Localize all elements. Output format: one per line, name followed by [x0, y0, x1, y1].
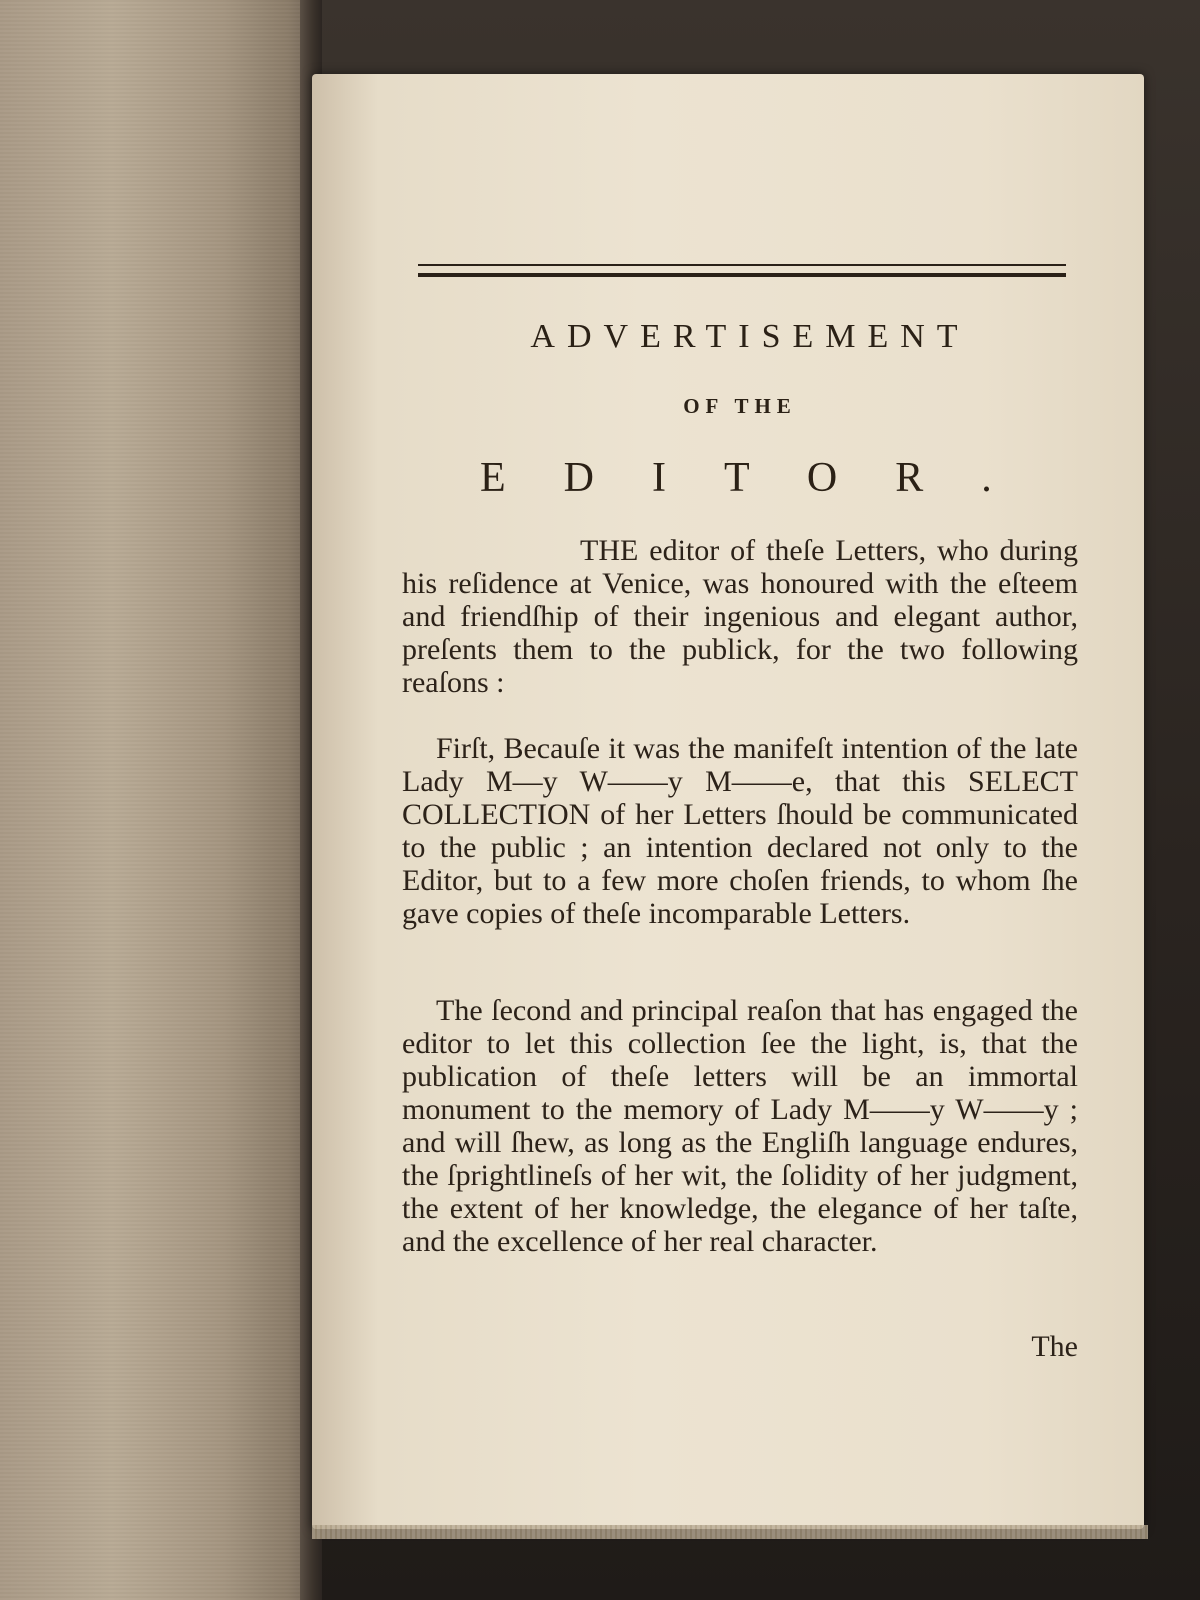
- top-rule-thin: [418, 264, 1066, 266]
- top-rule-thick: [418, 273, 1066, 277]
- paragraph-1: THE editor of theſe Letters, who during his reſidence at Venice, was honoured with the eſteem and friendſhip of their ingenious and elegant author, preſents them to the publick, for the two following reaſons :: [402, 534, 1078, 699]
- paragraph-3: The ſecond and principal reaſon that has engaged the editor to let this collection ſee the light, is, that the publication of theſe letters will be an immortal monument to the memory of Lady M——y W——y ; and will ſhew, as long as the Engliſh language endures, the ſprightlineſs of her wit, the ſolidity of her judgment, the extent of her knowledge, the elegance of her taſte, and the excellence of her real character.: [402, 994, 1078, 1258]
- page-title: ADVERTISEMENT: [530, 318, 970, 355]
- page-edge: [312, 1525, 1148, 1539]
- paragraph-2: Firſt, Becauſe it was the manifeſt intention of the late Lady M—y W——y M——e, that this SELECT COLLECTION of her Letters ſhould be communicated to the public ; an intention declared not only to the Editor, but to a few more choſen friends, to whom ſhe gave copies of theſe incomparable Letters.: [402, 732, 1078, 930]
- page-subtitle: OF THE: [683, 394, 797, 418]
- left-page: [0, 0, 320, 1600]
- catchword: The: [1031, 1330, 1078, 1363]
- page-heading: EDITOR.: [480, 455, 1050, 501]
